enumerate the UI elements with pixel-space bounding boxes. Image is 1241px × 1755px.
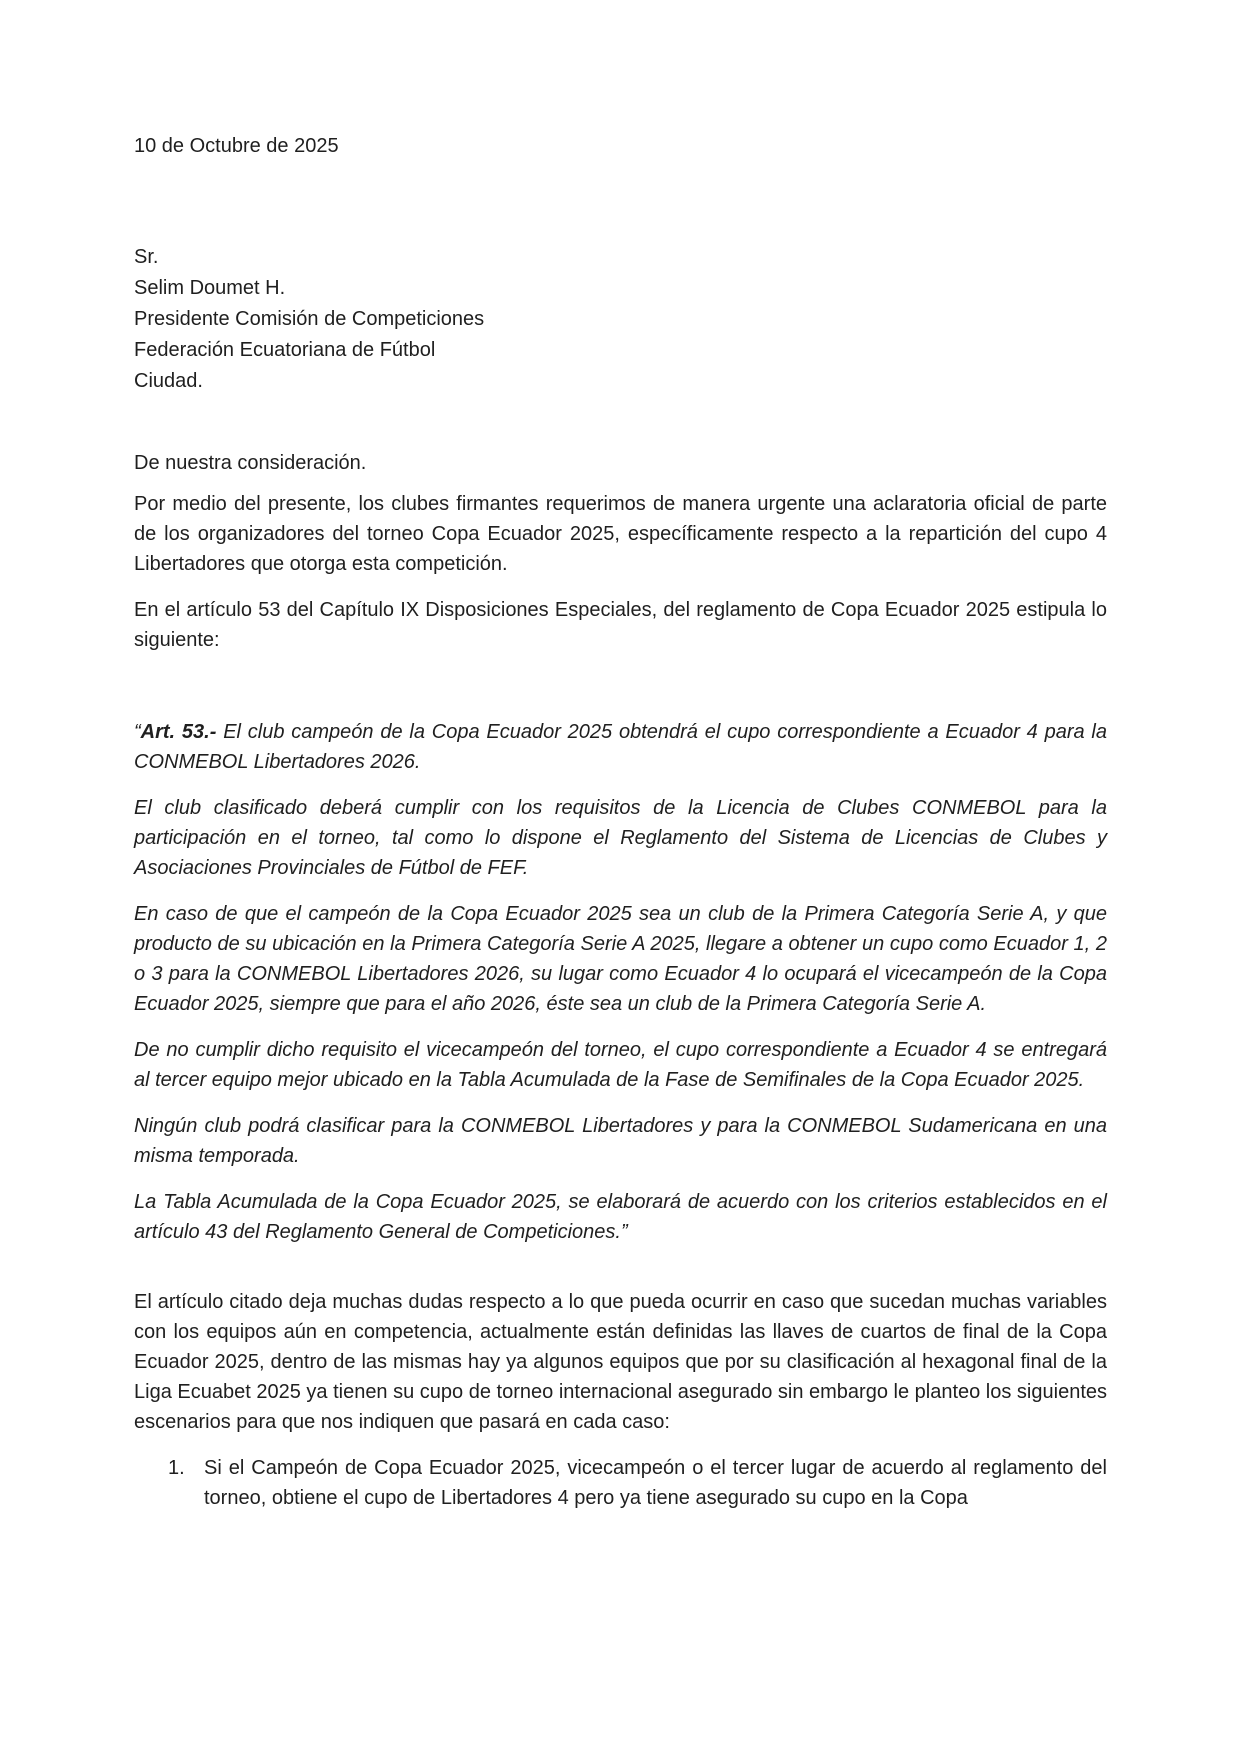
quote-paragraph-5: Ningún club podrá clasificar para la CONMEBOL Libertadores y para la CONMEBOL Sudamericana en una misma temporada. (134, 1115, 1107, 1167)
article-number-label: Art. 53.- (140, 721, 217, 743)
regulation-quote-block (134, 717, 1107, 1247)
scenario-number: 1. (168, 1457, 185, 1479)
analysis-paragraph: El artículo citado deja muchas dudas respecto a lo que pueda ocurrir en caso que sucedan muchas variables con los equipos aún en competencia, actualmente están definidas las llaves de cuartos de final de la Copa Ecuador 2025, dentro de las mismas hay ya algunos equipos que por su clasificación al hexagonal final de la Liga Ecuabet 2025 ya tienen su cupo de torneo internacional asegurado sin embargo le planteo los siguientes escenarios para que nos indiquen que pasará en cada caso: (134, 1291, 1107, 1433)
quote-article-paragraph (134, 717, 1107, 777)
scenario-text: Si el Campeón de Copa Ecuador 2025, vicecampeón o el tercer lugar de acuerdo al reglamento del torneo, obtiene el cupo de Libertadores 4 pero ya tiene asegurado su cupo en la Copa (204, 1457, 1107, 1509)
greeting-line: De nuestra consideración. (134, 452, 367, 474)
recipient-name: Selim Doumet H. (134, 277, 286, 299)
quote-paragraph-3: En caso de que el campeón de la Copa Ecuador 2025 sea un club de la Primera Categoría Serie A, y que producto de su ubicación en la Primera Categoría Serie A 2025, llegare a obtener un cupo como Ecuador 1, 2 o 3 para la CONMEBOL Libertadores 2026, su lugar como Ecuador 4 lo ocupará el vicecampeón de la Copa Ecuador 2025, siempre que para el año 2026, éste sea un club de la Primera Categoría Serie A. (134, 903, 1107, 1015)
intro-paragraph-1: Por medio del presente, los clubes firmantes requerimos de manera urgente una aclaratoria oficial de parte de los organizadores del torneo Copa Ecuador 2025, específicamente respecto a la repartición del cupo 4 Libertadores que otorga esta competición. (134, 493, 1107, 575)
open-quote-mark: “ (134, 721, 141, 743)
intro-paragraph-2: En el artículo 53 del Capítulo IX Disposiciones Especiales, del reglamento de Copa Ecuador 2025 estipula lo siguiente: (134, 599, 1107, 651)
quote-paragraph-6: La Tabla Acumulada de la Copa Ecuador 2025, se elaborará de acuerdo con los criterios establecidos en el artículo 43 del Reglamento General de Competiciones.” (134, 1191, 1107, 1243)
quote-paragraph-4: De no cumplir dicho requisito el vicecampeón del torneo, el cupo correspondiente a Ecuador 4 se entregará al tercer equipo mejor ubicado en la Tabla Acumulada de la Fase de Semifinales de la Copa Ecuador 2025. (134, 1039, 1107, 1091)
recipient-title: Presidente Comisión de Competiciones (134, 308, 485, 330)
recipient-block (134, 242, 1107, 397)
letter-date: 10 de Octubre de 2025 (134, 135, 339, 157)
scenario-list (134, 1453, 1107, 1513)
scenario-item-1 (134, 1453, 1107, 1513)
recipient-salutation: Sr. (134, 246, 159, 268)
article-lead-text: El club campeón de la Copa Ecuador 2025 obtendrá el cupo correspondiente a Ecuador 4 para la CONMEBOL Libertadores 2026. (134, 721, 1107, 773)
quote-paragraph-2: El club clasificado deberá cumplir con los requisitos de la Licencia de Clubes CONMEBOL para la participación en el torneo, tal como lo dispone el Reglamento del Sistema de Licencias de Clubes y Asociaciones Provinciales de Fútbol de FEF. (134, 797, 1107, 879)
recipient-organization: Federación Ecuatoriana de Fútbol (134, 339, 436, 361)
recipient-city: Ciudad. (134, 370, 203, 392)
